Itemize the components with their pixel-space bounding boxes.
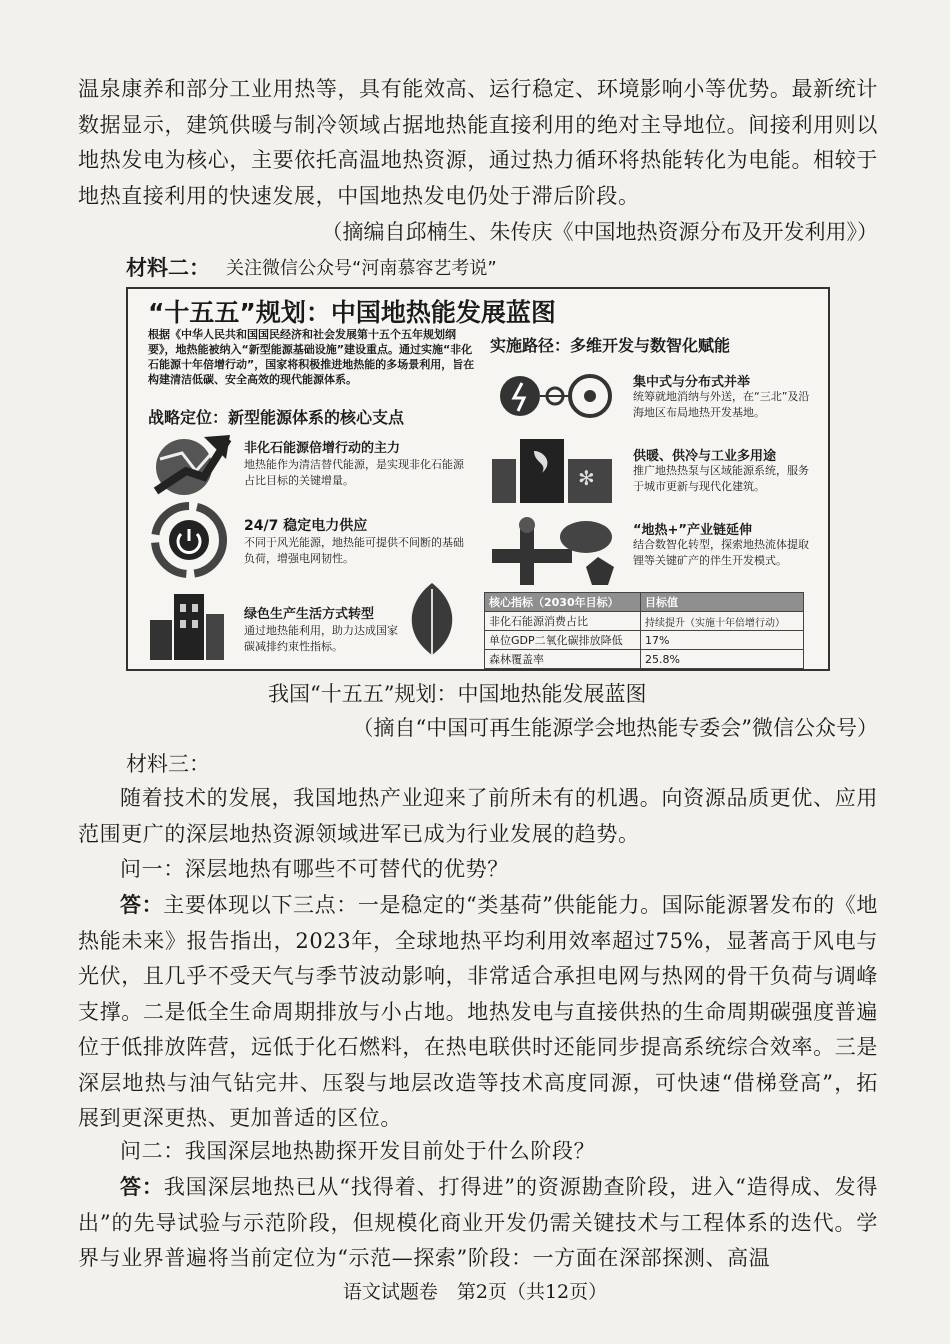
material2-label: 材料二： — [126, 255, 210, 280]
leaf-icon — [398, 579, 466, 659]
kpi-cell: 25.8% — [641, 650, 804, 669]
answer-1-label: 答： — [120, 892, 164, 917]
infographic-caption: 我国“十五五”规划：中国地热能发展蓝图 — [268, 682, 647, 706]
infographic — [126, 287, 830, 671]
page-footer: 语文试题卷 第2页（共12页） — [342, 1281, 608, 1303]
infographic-title: “十五五”规划：中国地热能发展蓝图 — [148, 298, 556, 327]
right-item-2-desc: 推广地热热泵与区域能源系统，服务于城市更新与现代化建筑。 — [633, 464, 809, 493]
infographic-intro: 根据《中华人民共和国国民经济和社会发展第十五个五年规划纲要》，地热能被纳入“新型能源基础设施”建设重点。通过实施“非化石能源十年倍增行动”，国家将积极推进地热能的多场景利用，旨在构建清洁低碳、安全高效的现代能源体系。 — [148, 328, 475, 386]
heating-cooling-factory-icon — [490, 433, 620, 505]
right-item-1-desc: 统筹就地消纳与外送，在“三北”及沿海地区布局地热开发基地。 — [633, 390, 810, 419]
left-item-1-desc: 地热能作为清洁替代能源，是实现非化石能源占比目标的关键增量。 — [244, 458, 464, 487]
path-heading: 实施路径：多维开发与数智化赋能 — [490, 336, 731, 355]
kpi-cell: 森林覆盖率 — [485, 650, 641, 669]
question-1: 问一：深层地热有哪些不可替代的优势？ — [120, 857, 509, 881]
left-item-1-title: 非化石能源倍增行动的主力 — [244, 441, 401, 456]
paragraph-material1: 温泉康养和部分工业用热等，具有能效高、运行稳定、环境影响小等优势。最新统计数据显示，建筑供暖与制冷领域占据地热能直接利用的绝对主导地位。间接利用则以地热发电为核心，主要依托高温地热资源，通过热力循环将热能转化为电能。相较于地热直接利用的快速发展，中国地热发电仍处于滞后阶段。 — [78, 77, 878, 208]
kpi-cell: 17% — [641, 631, 804, 650]
right-item-1-title: 集中式与分布式并举 — [633, 375, 751, 390]
kpi-header-target: 目标值 — [641, 593, 804, 612]
svg-text:✻: ✻ — [578, 466, 595, 490]
right-item-2-title: 供暖、供冷与工业多用途 — [633, 449, 777, 464]
left-item-2-desc: 不同于风光能源，地热能可提供不间断的基础负荷，增强电网韧性。 — [244, 536, 464, 565]
answer-1 — [78, 887, 878, 1137]
answer-1-text: 主要体现以下三点：一是稳定的“类基荷”供能能力。国际能源署发布的《地热能未来》报告指出，2023年，全球地热平均利用效率超过75%，显著高于风电与光伏，且几乎不受天气与季节波动影响，非常适合承担电网与热网的骨干负荷与调峰支撑。二是低全生命周期排放与小占地。地热发电与直接供热的生命周期碳强度普遍位于低排放阵营，远低于化石燃料，在热电联供时还能同步提高系统综合效率。三是深层地热与油气钻完井、压裂与地层改造等技术高度同源，可快速“借梯登高”，拓展到更深更热、更加普适的区位。 — [78, 893, 879, 1130]
right-item-3-title: “地热+”产业链延伸 — [633, 523, 752, 538]
source-citation-2: （摘自“中国可再生能源学会地热能专委会”微信公众号） — [352, 716, 878, 740]
wechat-note: 关注微信公众号“河南慕容艺考说” — [226, 258, 497, 279]
kpi-table — [484, 592, 804, 669]
answer-2-text: 我国深层地热已从“找得着、打得进”的资源勘查阶段，进入“造得成、发得出”的先导试验与示范阶段，但规模化商业开发仍需关键技术与工程体系的迭代。学界与业界普遍将当前定位为“示范—探索”阶段：一方面在深部探测、高温 — [78, 1175, 878, 1270]
left-item-2-title: 24/7 稳定电力供应 — [244, 518, 368, 534]
question-2: 问二：我国深层地热勘探开发目前处于什么阶段？ — [120, 1139, 596, 1163]
left-item-3-desc: 通过地热能利用，助力达成国家碳减排约束性指标。 — [244, 624, 398, 653]
right-item-3-desc: 结合数智化转型，探索地热流体提取锂等关键矿产的伴生开发模式。 — [633, 538, 809, 567]
answer-2-label: 答： — [120, 1174, 164, 1199]
paragraph-material3: 随着技术的发展，我国地热产业迎来了前所未有的机遇。向资源品质更优、应用范围更广的深层地热资源领域进军已成为行业发展的趋势。 — [78, 786, 878, 846]
kpi-cell: 单位GDP二氧化碳排放降低 — [485, 631, 641, 650]
power-cycle-icon — [150, 501, 228, 579]
green-buildings-icon — [146, 584, 228, 664]
strategy-heading: 战略定位：新型能源体系的核心支点 — [148, 408, 405, 427]
distributed-network-icon — [490, 363, 620, 429]
geothermal-pipes-icon — [490, 515, 620, 589]
source-citation-1: （摘编自邱楠生、朱传庆《中国地热资源分布及开发利用》） — [321, 220, 878, 244]
answer-2 — [78, 1169, 878, 1277]
kpi-cell: 非化石能源消费占比 — [485, 612, 641, 631]
growth-arrow-globe-icon — [146, 431, 234, 501]
material3-label: 材料三： — [126, 752, 210, 776]
kpi-header-indicator: 核心指标（2030年目标） — [485, 593, 641, 612]
kpi-cell: 持续提升（实施十年倍增行动） — [641, 612, 804, 631]
left-item-3-title: 绿色生产生活方式转型 — [244, 607, 375, 622]
